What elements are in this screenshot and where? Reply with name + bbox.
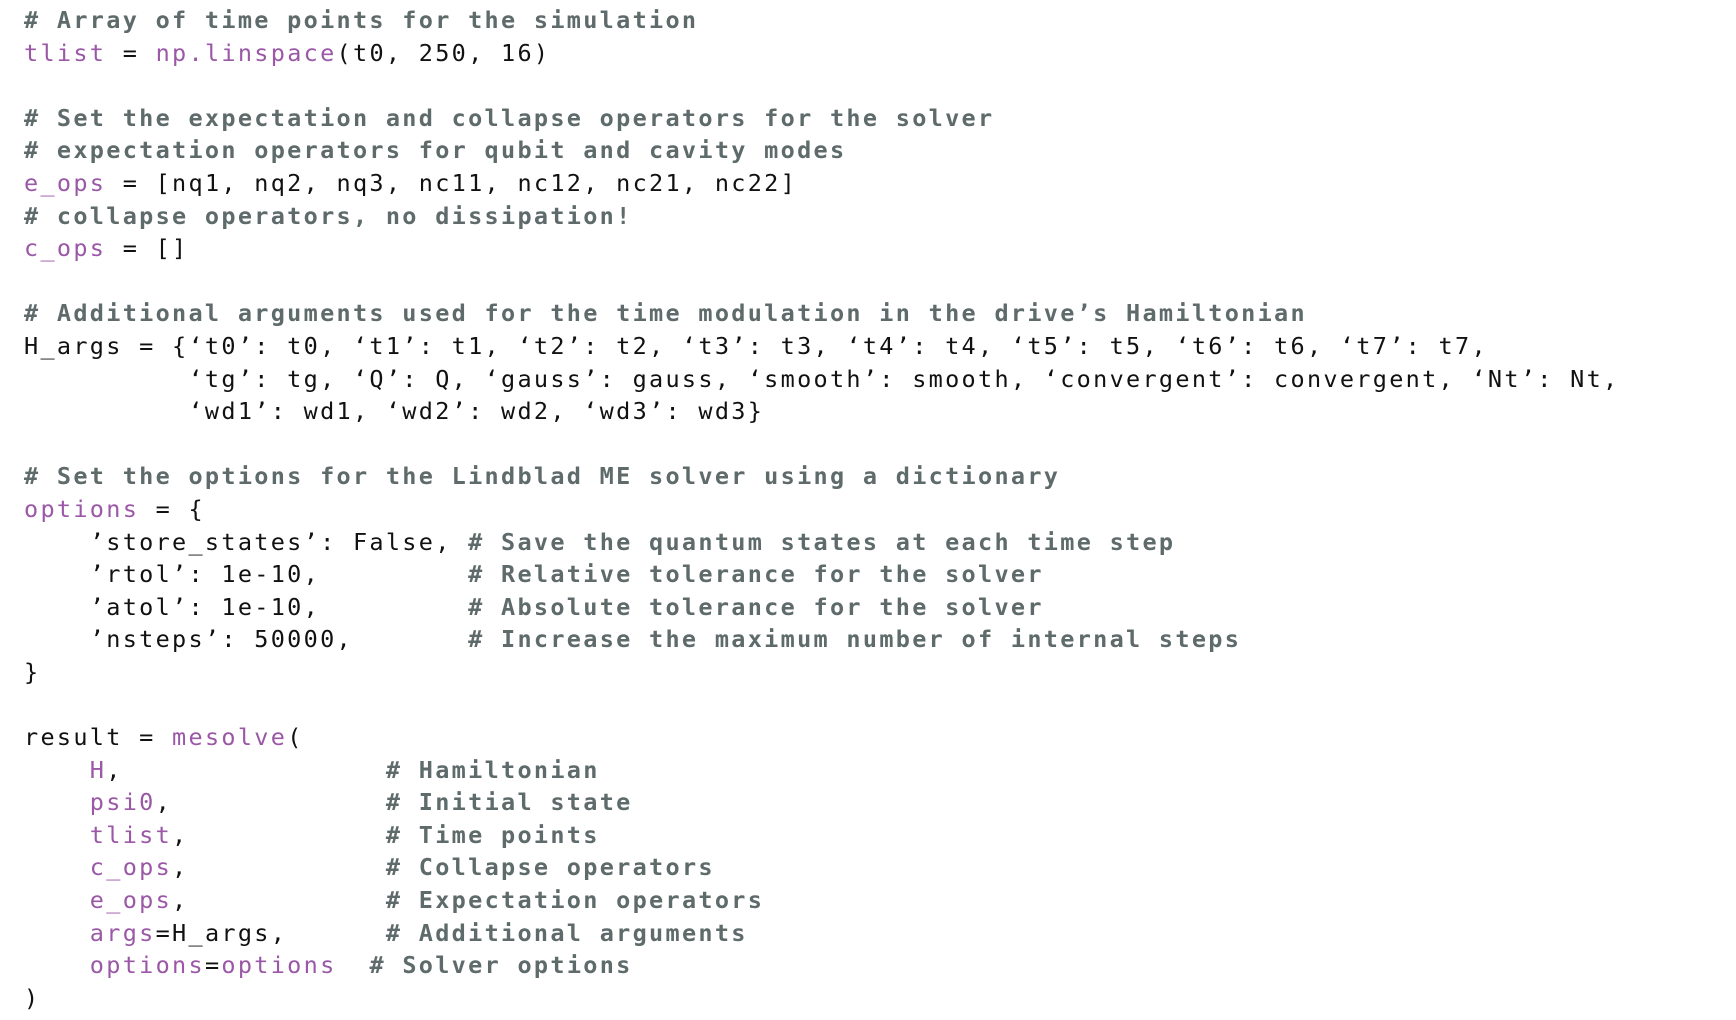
code-comment: # expectation operators for qubit and cavity modes	[24, 136, 847, 165]
code-line	[24, 460, 1619, 493]
code-text: ’atol’: 1e-10,	[24, 592, 469, 621]
code-comment: # Array of time points for the simulation	[24, 6, 699, 34]
code-text: ’rtol’: 1e-10,	[24, 560, 469, 589]
code-comment: # Initial state	[385, 788, 633, 817]
code-text: =H_args,	[155, 918, 386, 947]
code-identifier: e_ops	[89, 886, 173, 915]
code-line	[24, 851, 1619, 884]
code-line	[24, 102, 1619, 135]
code-identifier: e_ops	[24, 168, 107, 197]
code-text	[24, 756, 90, 784]
code-line	[24, 819, 1619, 852]
blank-line	[24, 69, 1619, 102]
code-identifier: options	[221, 951, 337, 980]
code-text: = {	[139, 494, 205, 523]
code-line	[24, 200, 1619, 233]
code-line	[24, 134, 1619, 167]
code-text: = []	[106, 234, 189, 263]
code-comment: # Increase the maximum number of internal steps	[468, 625, 1242, 654]
code-line	[24, 786, 1619, 819]
code-comment: # Solver options	[369, 951, 633, 980]
code-line	[24, 982, 1619, 1015]
code-text: ,	[172, 853, 386, 882]
code-text: ,	[155, 788, 386, 817]
code-line	[24, 591, 1619, 624]
code-line	[24, 330, 1619, 363]
code-text: ,	[172, 820, 386, 849]
code-comment: # Time points	[385, 820, 600, 849]
code-line	[24, 656, 1619, 689]
code-text	[24, 821, 90, 849]
code-identifier: c_ops	[24, 234, 107, 263]
code-line	[24, 4, 1619, 37]
code-identifier: args	[89, 918, 156, 947]
code-line	[24, 884, 1619, 917]
code-line	[24, 37, 1619, 70]
code-line	[24, 395, 1619, 428]
code-line	[24, 558, 1619, 591]
code-text	[337, 951, 370, 979]
code-text	[24, 919, 90, 947]
code-text	[24, 951, 90, 979]
blank-line	[24, 265, 1619, 298]
code-text: ,	[106, 755, 386, 784]
code-comment: # Set the options for the Lindblad ME solver using a dictionary	[24, 462, 1061, 491]
code-line	[24, 623, 1619, 656]
code-text: }	[24, 657, 41, 686]
code-line	[24, 363, 1619, 396]
code-identifier: c_ops	[89, 853, 173, 882]
code-text: ’nsteps’: 50000,	[24, 625, 469, 654]
code-line	[24, 526, 1619, 559]
code-line	[24, 167, 1619, 200]
code-listing	[24, 4, 1619, 1014]
blank-line	[24, 428, 1619, 461]
code-identifier: H	[89, 755, 107, 784]
code-comment: # Hamiltonian	[385, 755, 600, 784]
code-text: = [nq1, nq2, nq3, nc11, nc12, nc21, nc22]	[106, 168, 798, 197]
code-comment: # Additional arguments	[385, 918, 748, 947]
code-comment: # Absolute tolerance for the solver	[468, 592, 1044, 621]
code-text: (	[287, 723, 304, 752]
code-comment: # Additional arguments used for the time modulation in the drive’s Hamiltonian	[24, 299, 1307, 328]
code-line	[24, 232, 1619, 265]
code-comment: # Expectation operators	[385, 886, 765, 915]
code-identifier: tlist	[24, 38, 107, 67]
code-text: ‘wd1’: wd1, ‘wd2’: wd2, ‘wd3’: wd3}	[24, 397, 765, 426]
code-comment: # Set the expectation and collapse operators for the solver	[24, 103, 995, 132]
code-comment: # Save the quantum states at each time step	[468, 527, 1176, 556]
code-text: =	[204, 951, 222, 980]
code-line	[24, 754, 1619, 787]
code-line	[24, 917, 1619, 950]
code-identifier: psi0	[89, 788, 156, 817]
code-line	[24, 949, 1619, 982]
code-line	[24, 297, 1619, 330]
code-text: ’store_states’: False,	[24, 527, 469, 556]
code-line	[24, 721, 1619, 754]
code-identifier: options	[89, 951, 205, 980]
code-identifier: tlist	[89, 820, 173, 849]
code-text	[24, 886, 90, 914]
code-identifier: mesolve	[172, 723, 288, 752]
code-comment: # collapse operators, no dissipation!	[24, 201, 633, 230]
code-comment: # Collapse operators	[385, 853, 715, 882]
code-line	[24, 493, 1619, 526]
code-text: ‘tg’: tg, ‘Q’: Q, ‘gauss’: gauss, ‘smooth’: smooth, ‘convergent’: convergent, ‘Nt’: Nt,	[24, 364, 1620, 393]
code-identifier: options	[24, 494, 140, 523]
code-text: H_args = {‘t0’: t0, ‘t1’: t1, ‘t2’: t2, ‘t3’: t3, ‘t4’: t4, ‘t5’: t5, ‘t6’: t6, ‘t7’: t7,	[24, 331, 1488, 360]
code-comment: # Relative tolerance for the solver	[468, 560, 1044, 589]
code-text: result =	[24, 723, 173, 752]
code-text	[24, 788, 90, 816]
blank-line	[24, 688, 1619, 721]
code-text	[24, 853, 90, 881]
code-text: )	[24, 983, 41, 1012]
code-text: =	[106, 38, 156, 67]
code-identifier: np.linspace	[155, 38, 337, 67]
code-text: ,	[172, 886, 386, 915]
code-text: (t0, 250, 16)	[336, 38, 551, 67]
